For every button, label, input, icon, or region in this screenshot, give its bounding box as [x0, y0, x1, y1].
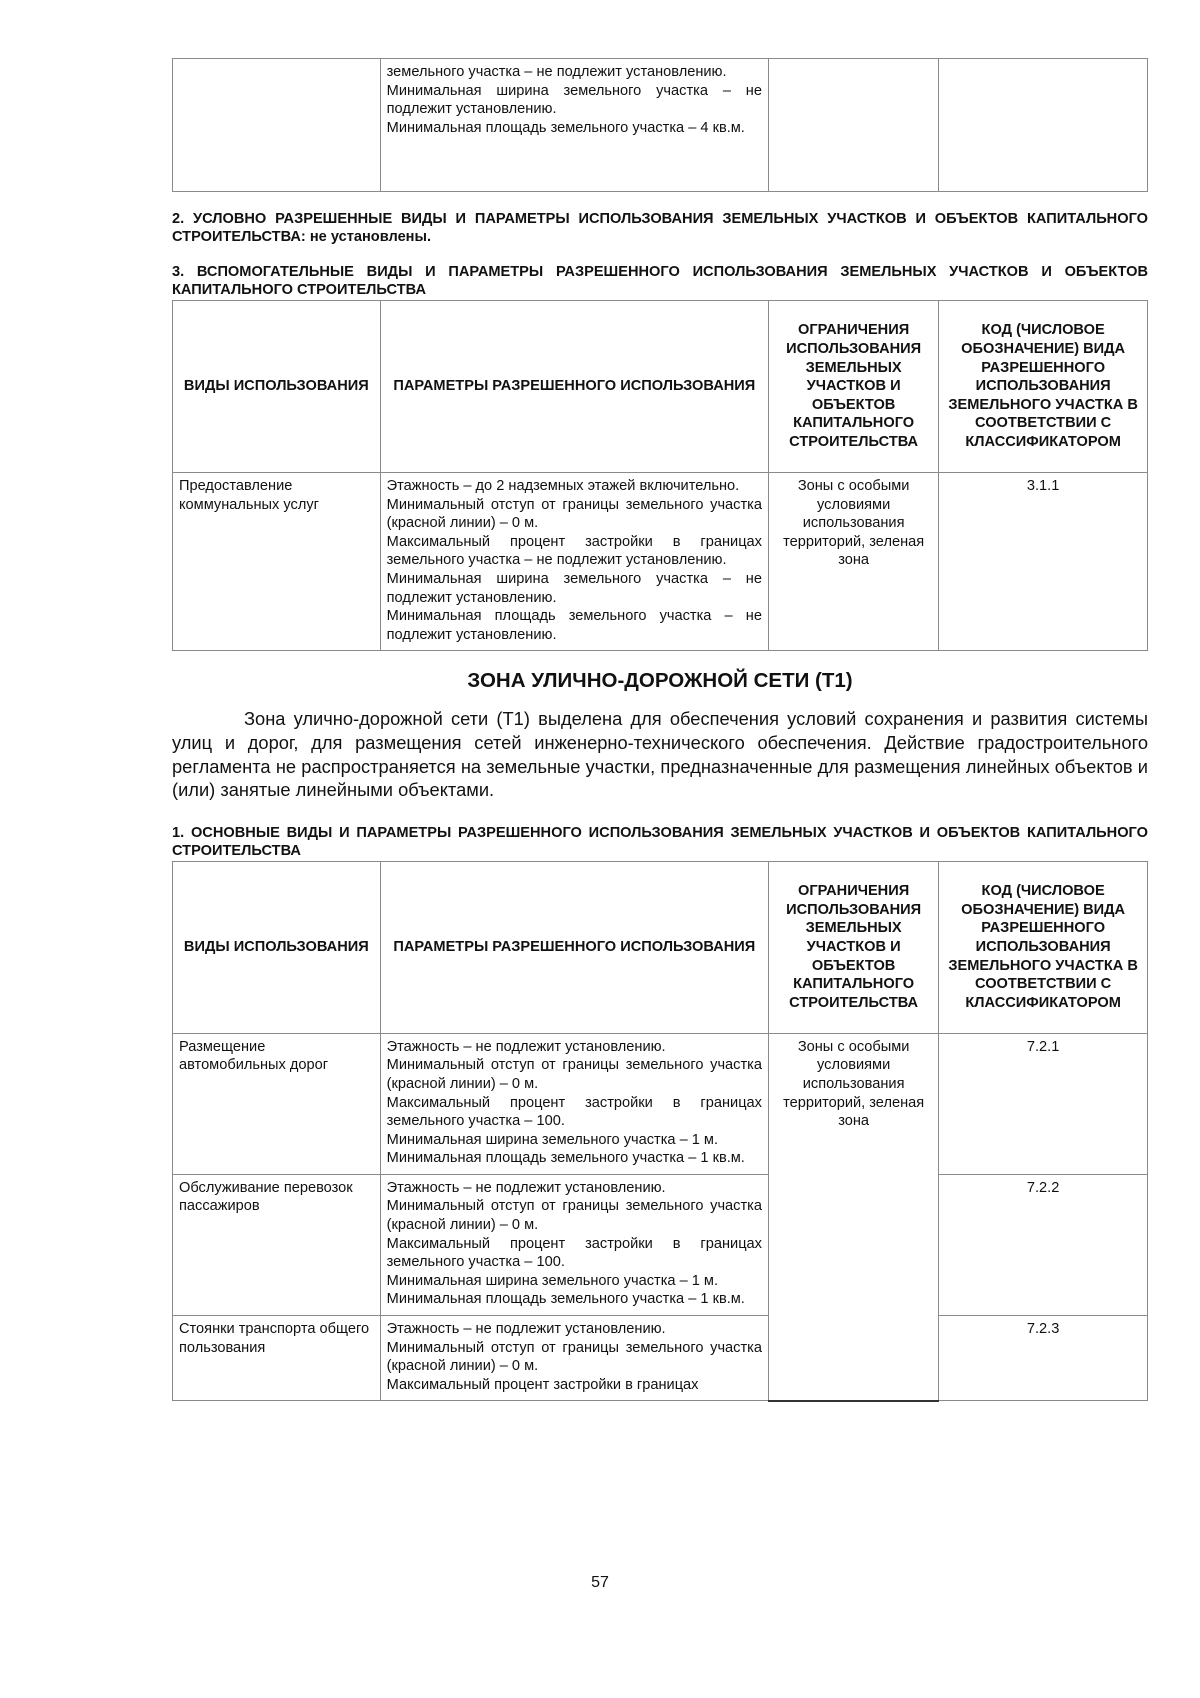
zone-title: ЗОНА УЛИЧНО-ДОРОЖНОЙ СЕТИ (Т1): [467, 669, 853, 693]
header-types: ВИДЫ ИСПОЛЬЗОВАНИЯ: [173, 301, 381, 473]
param-line: Этажность – не подлежит установлению.: [386, 1321, 666, 1338]
table-cell-code: 7.2.1: [939, 1033, 1148, 1174]
param-line: Этажность – до 2 надземных этажей включительно.: [386, 478, 740, 494]
page-number: 57: [591, 1574, 609, 1591]
section3-heading: 3. ВСПОМОГАТЕЛЬНЫЕ ВИДЫ И ПАРАМЕТРЫ РАЗРЕШЕННОГО ИСПОЛЬЗОВАНИЯ ЗЕМЕЛЬНЫХ УЧАСТКОВ И ОБЪЕКТОВ КАПИТАЛЬНОГО СТРОИТЕЛЬСТВА: [172, 264, 1148, 298]
header-params: ПАРАМЕТРЫ РАЗРЕШЕННОГО ИСПОЛЬЗОВАНИЯ: [380, 301, 768, 473]
document-page: [172, 58, 1148, 1402]
table-cell-params: [380, 473, 768, 651]
header-code: КОД (ЧИСЛОВОЕ ОБОЗНАЧЕНИЕ) ВИДА РАЗРЕШЕННОГО ИСПОЛЬЗОВАНИЯ ЗЕМЕЛЬНОГО УЧАСТКА В СООТВЕТСТВИИ С КЛАССИФИКАТОРОМ: [939, 861, 1148, 1033]
param-line: Минимальный отступ от границы земельного участка (красной линии) – 0 м.: [386, 1198, 762, 1234]
section2-heading: [172, 210, 1148, 246]
table-cell-code: 7.2.2: [939, 1174, 1148, 1315]
param-line: Минимальная площадь земельного участка – 1 кв.м.: [386, 1150, 745, 1167]
top-continuation-table: [172, 58, 1148, 192]
param-line: Минимальный отступ от границы земельного участка (красной линии) – 0 м.: [386, 496, 762, 532]
table-row: [173, 1316, 1148, 1401]
table-cell-restrictions: Зоны с особыми условиями использования территорий, зеленая зона: [768, 1033, 938, 1401]
table-cell-type: Предоставление коммунальных услуг: [173, 473, 381, 651]
table-header-row: [173, 861, 1148, 1033]
param-line: Минимальная ширина земельного участка – 1 м.: [386, 1131, 719, 1148]
zone-description: Зона улично-дорожной сети (Т1) выделена для обеспечения условий сохранения и развития системы улиц и дорог, для размещения сетей инженерно-технического обеспечения. Действие градостроительного регламента не распространяется на земельные участки, предназначенные для размещения линейных объектов и (или) занятые линейными объектами.: [172, 708, 1148, 801]
section1-heading: 1. ОСНОВНЫЕ ВИДЫ И ПАРАМЕТРЫ РАЗРЕШЕННОГО ИСПОЛЬЗОВАНИЯ ЗЕМЕЛЬНЫХ УЧАСТКОВ И ОБЪЕКТОВ КАПИТАЛЬНОГО СТРОИТЕЛЬСТВА: [172, 824, 1148, 859]
table-cell-params: [380, 1174, 768, 1315]
param-line: Максимальный процент застройки в границах земельного участка – не подлежит установлению.: [386, 533, 762, 569]
param-line: Минимальный отступ от границы земельного участка (красной линии) – 0 м.: [386, 1057, 762, 1092]
param-line: земельного участка – не подлежит установлению.: [386, 64, 727, 80]
table-row: [173, 59, 1148, 192]
param-line: Минимальная площадь земельного участка – 1 кв.м.: [386, 1291, 745, 1308]
param-line: Этажность – не подлежит установлению.: [386, 1179, 666, 1196]
header-restrictions: ОГРАНИЧЕНИЯ ИСПОЛЬЗОВАНИЯ ЗЕМЕЛЬНЫХ УЧАСТКОВ И ОБЪЕКТОВ КАПИТАЛЬНОГО СТРОИТЕЛЬСТВА: [768, 861, 938, 1033]
table-cell-type: Размещение автомобильных дорог: [173, 1033, 381, 1174]
header-restrictions: ОГРАНИЧЕНИЯ ИСПОЛЬЗОВАНИЯ ЗЕМЕЛЬНЫХ УЧАСТКОВ И ОБЪЕКТОВ КАПИТАЛЬНОГО СТРОИТЕЛЬСТВА: [768, 301, 938, 473]
param-line: Минимальная ширина земельного участка – не подлежит установлению.: [386, 570, 762, 606]
table-cell-type: Стоянки транспорта общего пользования: [173, 1316, 381, 1401]
table-cell-type: Обслуживание перевозок пассажиров: [173, 1174, 381, 1315]
auxiliary-uses-table: [172, 300, 1148, 651]
param-line: Минимальная ширина земельного участка – 1 м.: [386, 1272, 719, 1289]
header-types: ВИДЫ ИСПОЛЬЗОВАНИЯ: [173, 861, 381, 1033]
table-cell-code: 7.2.3: [939, 1316, 1148, 1401]
param-line: Максимальный процент застройки в границах земельного участка – 100.: [386, 1094, 762, 1130]
table-cell-params: [380, 1033, 768, 1174]
param-line: Минимальная площадь земельного участка – не подлежит установлению.: [386, 608, 762, 643]
section2-note: не установлены.: [309, 229, 432, 245]
table-row: [173, 1174, 1148, 1315]
table-cell-restrictions: Зоны с особыми условиями использования территорий, зеленая зона: [768, 473, 938, 651]
table-header-row: [173, 301, 1148, 473]
param-line: Этажность – не подлежит установлению.: [386, 1038, 666, 1055]
table-cell-params: [380, 1316, 768, 1401]
table-cell-code: 3.1.1: [939, 473, 1148, 651]
table-cell-code: [939, 59, 1148, 192]
table-cell-restrictions: [768, 59, 938, 192]
table-row: [173, 1033, 1148, 1174]
param-line: Максимальный процент застройки в границах земельного участка – 100.: [386, 1235, 762, 1271]
param-line: Минимальный отступ от границы земельного участка (красной линии) – 0 м.: [386, 1339, 762, 1375]
section2-heading-text: 2. УСЛОВНО РАЗРЕШЕННЫЕ ВИДЫ И ПАРАМЕТРЫ ИСПОЛЬЗОВАНИЯ ЗЕМЕЛЬНЫХ УЧАСТКОВ И ОБЪЕКТОВ КАПИТАЛЬНОГО СТРОИТЕЛЬСТВА:: [172, 211, 1148, 245]
table-cell-type: [173, 59, 381, 192]
header-code: КОД (ЧИСЛОВОЕ ОБОЗНАЧЕНИЕ) ВИДА РАЗРЕШЕННОГО ИСПОЛЬЗОВАНИЯ ЗЕМЕЛЬНОГО УЧАСТКА В СООТВЕТСТВИИ С КЛАССИФИКАТОРОМ: [939, 301, 1148, 473]
param-line: Минимальная ширина земельного участка – не подлежит установлению.: [386, 82, 762, 118]
header-params: ПАРАМЕТРЫ РАЗРЕШЕННОГО ИСПОЛЬЗОВАНИЯ: [380, 861, 768, 1033]
main-uses-table: [172, 861, 1148, 1402]
table-cell-params: [380, 59, 768, 192]
param-line: Минимальная площадь земельного участка – 4 кв.м.: [386, 119, 745, 136]
table-row: [173, 473, 1148, 651]
param-line: Максимальный процент застройки в границах: [386, 1376, 699, 1393]
